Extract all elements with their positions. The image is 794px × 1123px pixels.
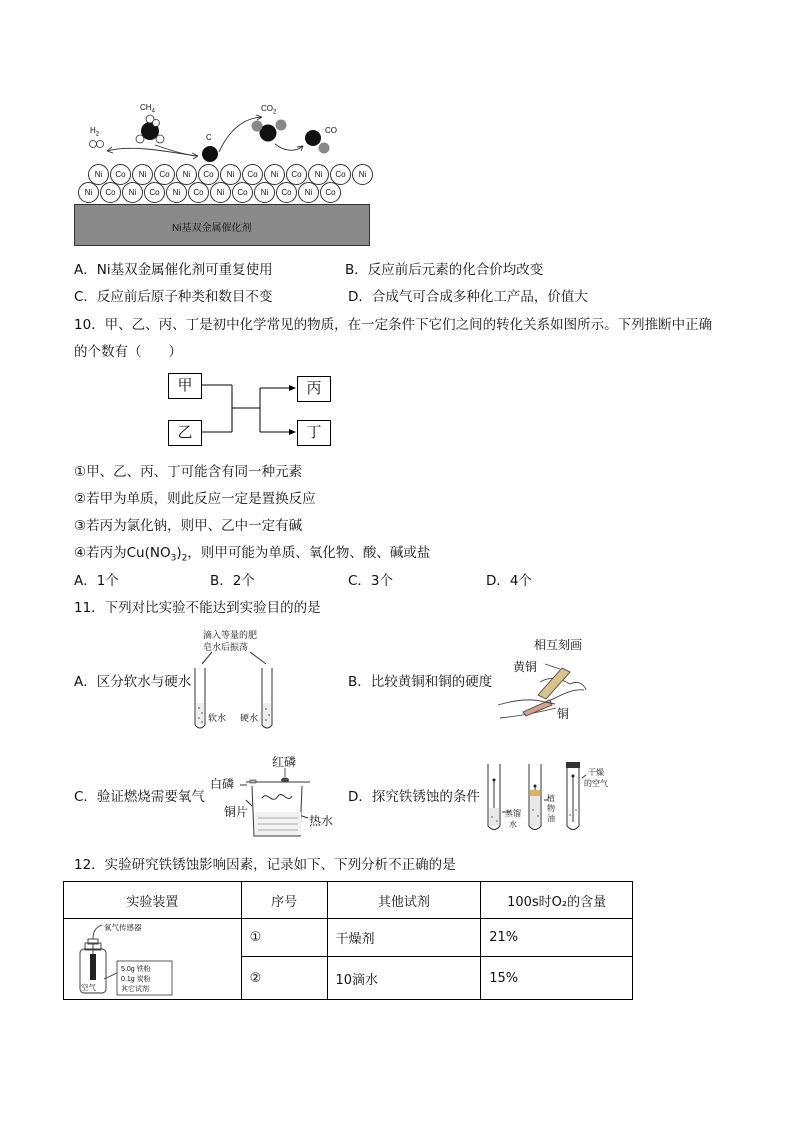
q9-option-a[interactable]: A．Ni基双金属催化剂可重复使用 <box>74 262 273 278</box>
catalyst-atom: Ni <box>254 182 275 203</box>
brass-label: 黄铜 <box>513 660 538 674</box>
catalyst-atom: Ni <box>308 164 329 185</box>
carbon-powder-label: 0.1g 炭粉 <box>121 976 151 983</box>
row2-reagent: 10滴水 <box>327 957 481 1000</box>
q10-option-b[interactable]: B．2个 <box>210 573 255 589</box>
table-row <box>64 919 633 957</box>
q10-statement-4: ④若丙为$Cu(NO_3)_2$，则甲可能为单质、氧化物、酸、碱或盐 <box>74 545 431 564</box>
header-reagent: 其他试剂 <box>327 882 481 919</box>
q12-stem: 12．实验研究铁锈蚀影响因素，记录如下、下列分析不正确的是 <box>74 857 456 873</box>
catalyst-atom: Ni <box>122 182 143 203</box>
q10-statement-2: ②若甲为单质，则此反应一定是置换反应 <box>74 491 316 507</box>
q11-stem: 11．下列对比实验不能达到实验目的的是 <box>74 600 321 616</box>
q10-statement-1: ①甲、乙、丙、丁可能含有同一种元素 <box>74 464 303 480</box>
catalyst-atom: Ni <box>88 164 109 185</box>
q11-option-b[interactable]: B．比较黄铜和铜的硬度 <box>348 674 493 690</box>
catalyst-atom: Co <box>144 182 165 203</box>
red-phosphorus-label: 红磷 <box>272 755 297 769</box>
soap-note-2: 皂水后振荡 <box>203 642 249 652</box>
header-apparatus: 实验装置 <box>64 882 242 919</box>
row2-o2: 15% <box>481 957 633 1000</box>
h2-label: $H_2$ <box>90 126 100 138</box>
distilled-water-label-1: 蒸馏 <box>505 809 521 818</box>
catalyst-atom: Co <box>100 182 121 203</box>
row1-number: ① <box>241 919 327 957</box>
co2-label: $CO_2$ <box>261 104 277 116</box>
box-jia: 甲 <box>168 373 202 399</box>
hard-water-label: 硬水 <box>240 713 259 723</box>
q9-option-b[interactable]: B．反应前后元素的化合价均改变 <box>345 262 544 278</box>
box-ding: 丁 <box>297 420 331 446</box>
ch4-label: $CH_4$ <box>140 103 155 115</box>
co-label: CO <box>325 126 337 135</box>
catalyst-base-label: Ni基双金属催化剂 <box>172 223 252 234</box>
soap-note-1: 滴入等量的肥 <box>203 630 258 640</box>
rust-data-table <box>63 881 633 1000</box>
white-phosphorus-label: 白磷 <box>210 777 235 791</box>
catalyst-atom: Co <box>154 164 175 185</box>
catalyst-atom: Ni <box>352 164 373 185</box>
copper-sheet-label: 铜片 <box>224 805 249 819</box>
table-header-row <box>64 882 633 919</box>
q9-option-c[interactable]: C．反应前后原子种类和数目不变 <box>74 289 273 305</box>
box-yi: 乙 <box>168 420 202 446</box>
oil-label-1: 植 <box>547 794 555 803</box>
row2-number: ② <box>241 957 327 1000</box>
catalyst-atom: Ni <box>298 182 319 203</box>
q11-option-a[interactable]: A．区分软水与硬水 <box>74 674 192 690</box>
hot-water-label: 热水 <box>309 814 334 828</box>
row1-reagent: 干燥剂 <box>327 919 481 957</box>
apparatus-cell <box>64 919 242 1000</box>
header-o2: 100s时O₂的含量 <box>481 882 633 919</box>
catalyst-atom: Ni <box>166 182 187 203</box>
q11-option-c[interactable]: C．验证燃烧需要氧气 <box>74 789 205 805</box>
catalyst-atom: Ni <box>78 182 99 203</box>
oil-label-2: 物 <box>547 804 555 813</box>
q10-option-a[interactable]: A．1个 <box>74 573 119 589</box>
box-bing: 丙 <box>297 376 331 402</box>
dry-air-label-1: 干燥 <box>588 768 604 777</box>
q10-option-d[interactable]: D．4个 <box>486 573 532 589</box>
distilled-water-label-2: 水 <box>509 820 517 829</box>
q10-option-c[interactable]: C．3个 <box>348 573 394 589</box>
q10-stem-line1: 10．甲、乙、丙、丁是初中化学常见的物质，在一定条件下它们之间的转化关系如图所示。下列推断中正确 <box>74 317 713 333</box>
catalyst-atom: Co <box>286 164 307 185</box>
catalyst-atom: Ni <box>220 164 241 185</box>
catalyst-atom: Co <box>110 164 131 185</box>
catalyst-atom: Ni <box>176 164 197 185</box>
scratch-title: 相互刻画 <box>534 638 583 652</box>
soft-water-label: 软水 <box>208 713 227 723</box>
other-reagent-label: 其它试剂 <box>121 986 149 993</box>
sensor-label: 氧气传感器 <box>104 923 142 932</box>
q11-option-d[interactable]: D．探究铁锈蚀的条件 <box>348 789 480 805</box>
row1-o2: 21% <box>481 919 633 957</box>
catalyst-atom: Ni <box>264 164 285 185</box>
catalyst-atom: Co <box>188 182 209 203</box>
catalyst-atom: Co <box>198 164 219 185</box>
catalyst-atom: Co <box>232 182 253 203</box>
header-number: 序号 <box>241 882 327 919</box>
oil-label-3: 油 <box>547 814 555 823</box>
q10-statement-3: ③若丙为氯化钠，则甲、乙中一定有碱 <box>74 518 303 534</box>
catalyst-atom: Ni <box>132 164 153 185</box>
q10-stem-line2: 的个数有（ ） <box>74 344 182 360</box>
copper-label: 铜 <box>557 707 570 721</box>
q9-option-d[interactable]: D．合成气可合成多种化工产品，价值大 <box>348 289 588 305</box>
catalyst-atom: Co <box>242 164 263 185</box>
c-label: C <box>206 133 212 142</box>
catalyst-atom: Co <box>330 164 351 185</box>
air-label: 空气 <box>81 983 96 992</box>
dry-air-label-2: 的空气 <box>584 779 608 788</box>
catalyst-atom: Co <box>320 182 341 203</box>
iron-powder-label: 5.0g 铁粉 <box>121 966 151 973</box>
catalyst-atom: Ni <box>210 182 231 203</box>
catalyst-atom: Co <box>276 182 297 203</box>
